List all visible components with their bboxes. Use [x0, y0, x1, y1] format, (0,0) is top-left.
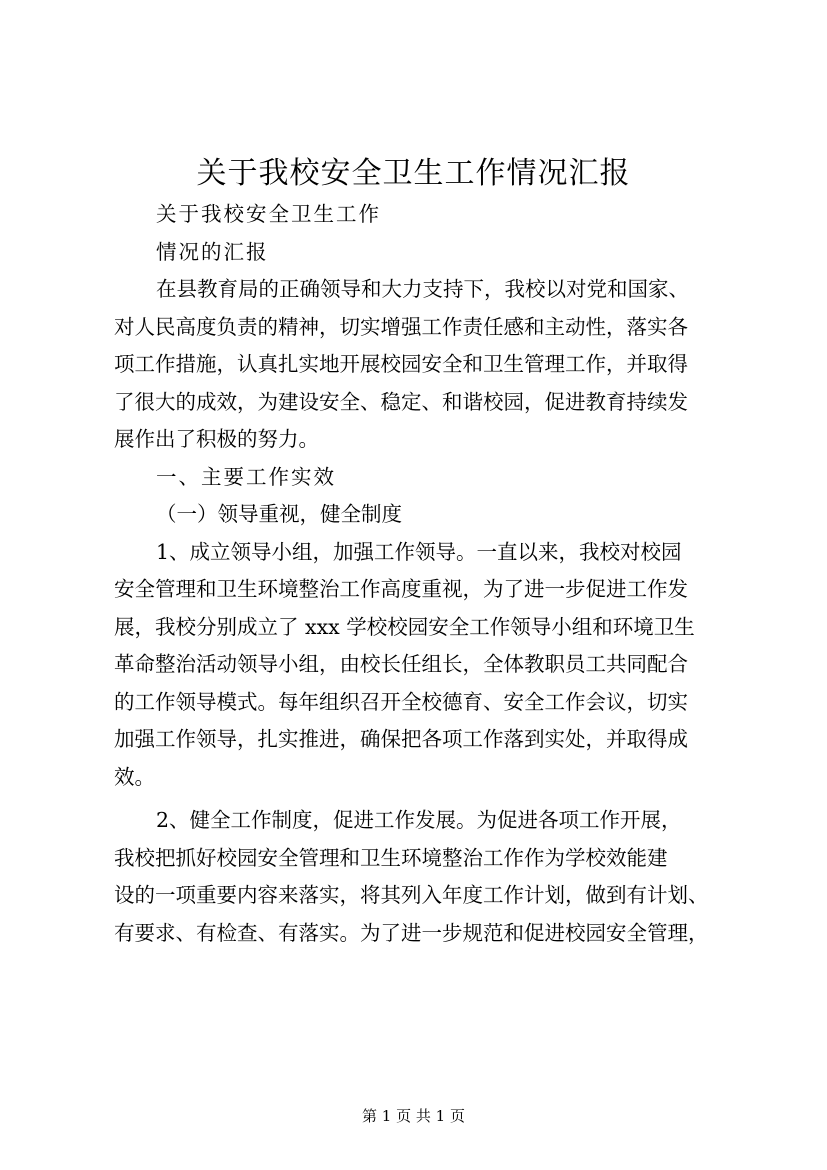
paragraph-line: 效。 — [114, 764, 155, 789]
document-title: 关于我校安全卫生工作情况汇报 — [196, 156, 631, 191]
paragraph-line: 对人民高度负责的精神，切实增强工作责任感和主动性，落实各 — [114, 314, 688, 339]
paragraph-line: 的工作领导模式。每年组织召开全校德育、安全工作会议，切实 — [114, 689, 688, 714]
paragraph-line: 加强工作领导，扎实推进，确保把各项工作落到实处，并取得成 — [114, 727, 688, 751]
paragraph-line: 安全管理和卫生环境整治工作高度重视，为了进一步促进工作发 — [114, 577, 688, 601]
page-footer: 第 1 页 共 1 页 — [362, 1107, 465, 1125]
paragraph-line: 革命整治活动领导小组，由校长任组长，全体教职员工共同配合 — [114, 652, 688, 676]
paragraph-line: 设的一项重要内容来落实，将其列入年度工作计划，做到有计划、 — [114, 883, 709, 907]
paragraph-line: 展作出了积极的努力。 — [114, 427, 319, 451]
intro-paragraph — [114, 271, 724, 459]
paragraph-line: 1、成立领导小组，加强工作领导。一直以来，我校对校园 — [156, 539, 682, 564]
paragraph-line: 展，我校分别成立了 xxx 学校校园安全工作领导小组和环境卫生 — [114, 614, 695, 639]
paragraph-line: 在县教育局的正确领导和大力支持下，我校以对党和国家、 — [156, 277, 689, 301]
point-2-paragraph — [114, 802, 724, 952]
section-heading: 一、主要工作实效 — [156, 464, 336, 489]
paragraph-line: 我校把抓好校园安全管理和卫生环境整治工作作为学校效能建 — [114, 845, 668, 870]
paragraph-line: 2、健全工作制度，促进工作发展。为促进各项工作开展， — [156, 808, 682, 832]
subsection-heading: （一）领导重视，健全制度 — [156, 502, 402, 526]
paragraph-line: 了很大的成效，为建设安全、稳定、和谐校园，促进教育持续发 — [114, 389, 688, 414]
point-1-paragraph — [114, 534, 724, 797]
paragraph-line: 项工作措施，认真扎实地开展校园安全和卫生管理工作，并取得 — [114, 352, 688, 376]
paragraph-line: 有要求、有检查、有落实。为了进一步规范和促进校园安全管理， — [114, 920, 709, 945]
document-body — [114, 196, 724, 952]
subtitle-line-1: 关于我校安全卫生工作 — [156, 202, 381, 226]
subtitle-line-2: 情况的汇报 — [156, 239, 269, 264]
